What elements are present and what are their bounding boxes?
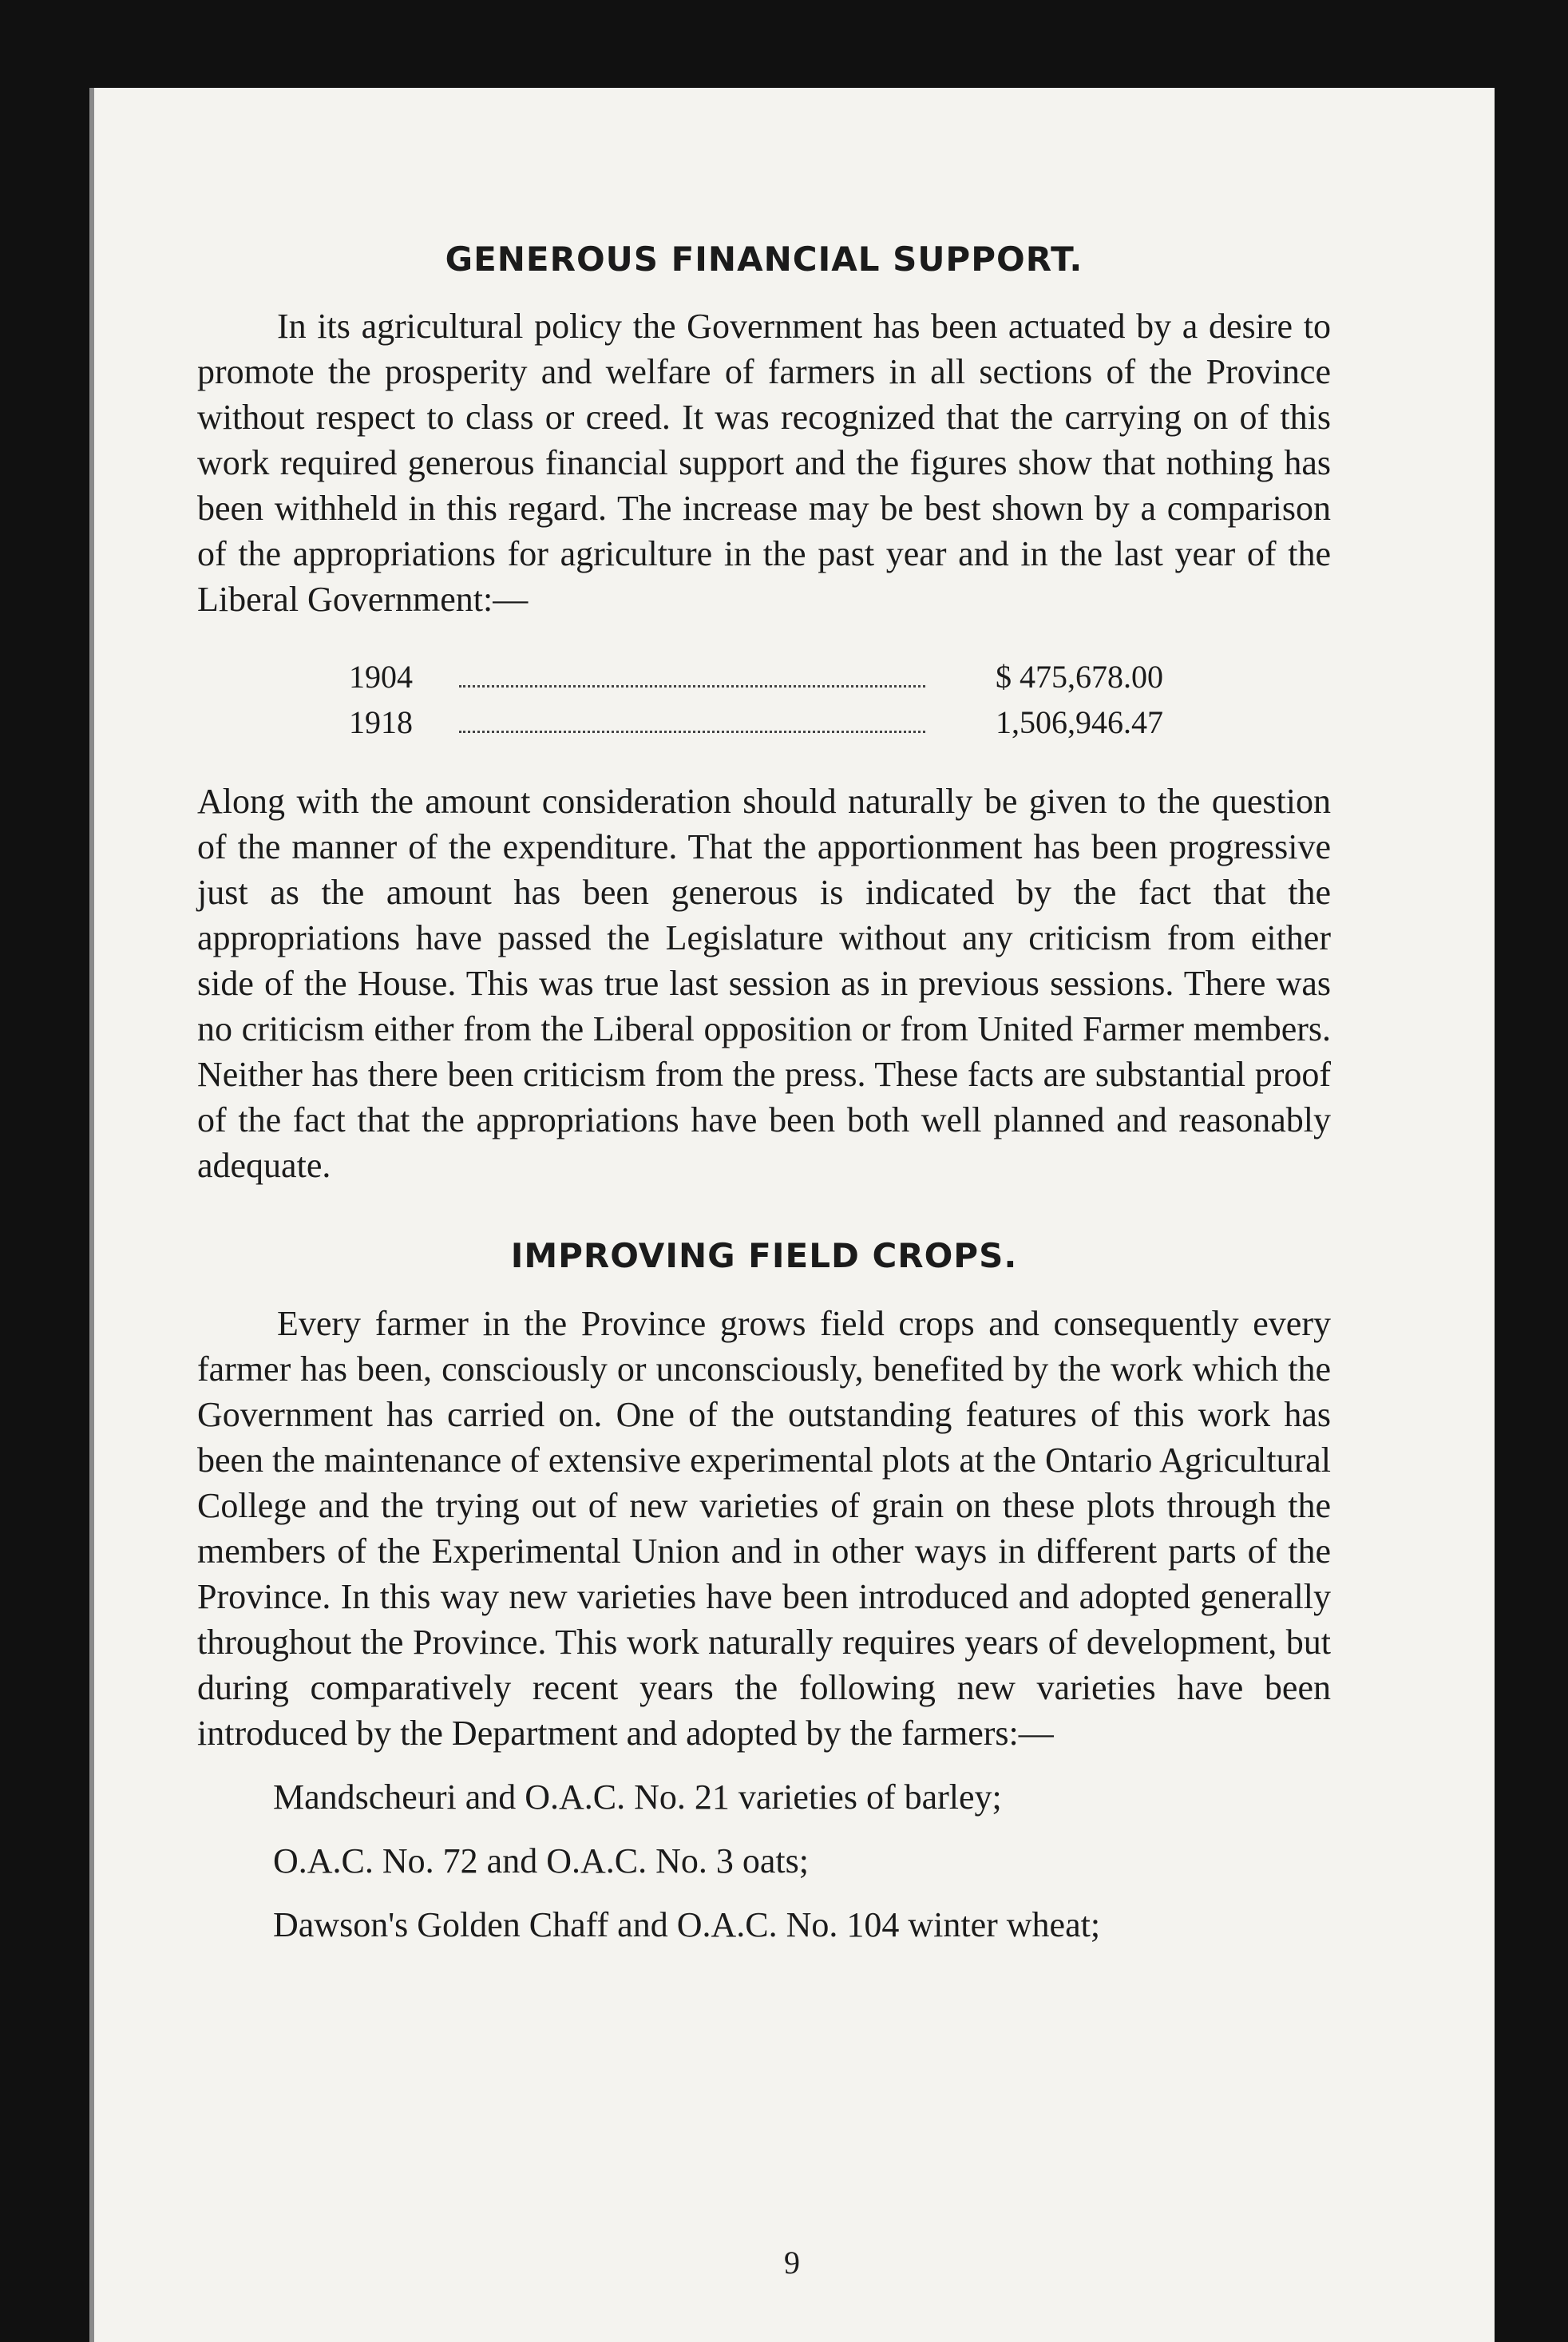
- page-binding-edge: [89, 88, 94, 2342]
- section-heading-financial-support: GENEROUS FINANCIAL SUPPORT.: [445, 240, 1083, 279]
- appropriations-table: [197, 654, 1163, 745]
- page-number: 9: [784, 2245, 800, 2281]
- appropriation-row: [349, 654, 1163, 699]
- appropriation-amount: $ 475,678.00: [996, 659, 1163, 695]
- dot-leader: [459, 731, 925, 733]
- paragraph-field-crops: Every farmer in the Province grows field crops and consequently every farmer has been, consciously or unconsciously, benefited by the work which the Government has carried on. One of the outstanding features of this work has been the maintenance of extensive experimental plots at the Ontario Agricultural College and the trying out of new varieties of grain on these plots through the members of the Experimental Union and in other ways in different parts of the Province. In this way new varieties have been introduced and adopted generally throughout the Province. This work naturally requires years of development, but during comparatively recent years the following new varieties have been introduced by the Department and adopted by the farmers:—: [197, 1303, 1331, 1753]
- varieties-list: [197, 1765, 1331, 1957]
- variety-item: Dawson's Golden Chaff and O.A.C. No. 104 winter wheat;: [273, 1904, 1101, 1944]
- appropriation-row: [349, 699, 1163, 745]
- variety-item: O.A.C. No. 72 and O.A.C. No. 3 oats;: [273, 1841, 809, 1880]
- document-page: [89, 88, 1495, 2342]
- page-content: [197, 240, 1331, 1957]
- appropriation-year: 1918: [349, 704, 413, 741]
- appropriation-year: 1904: [349, 659, 413, 695]
- section-heading-field-crops: IMPROVING FIELD CROPS.: [510, 1236, 1018, 1276]
- paragraph-expenditure: Along with the amount consideration should naturally be given to the question of the manner of the expenditure. That the apportionment has been progressive just as the amount has been generous is indicated by the fact that the appropriations have passed the Legislature without any criticism from either side of the House. This was true last session as in previous sessions. There was no criticism either from the Liberal opposition or from United Farmer members. Neither has there been criticism from the press. These facts are substantial proof of the fact that the appropriations have been both well planned and reasonably adequate.: [197, 782, 1331, 1186]
- paragraph-financial-support: In its agricultural policy the Government has been actuated by a desire to promote the prosperity and welfare of farmers in all sections of the Province without respect to class or creed. It was recognized that the carrying on of this work required generous financial support and the figures show that nothing has been withheld in this regard. The increase may be best shown by a comparison of the appropriations for agriculture in the past year and in the last year of the Liberal Government:—: [197, 307, 1331, 620]
- variety-item: Mandscheuri and O.A.C. No. 21 varieties of barley;: [273, 1777, 1002, 1817]
- appropriation-amount: 1,506,946.47: [996, 704, 1163, 741]
- dot-leader: [459, 685, 925, 688]
